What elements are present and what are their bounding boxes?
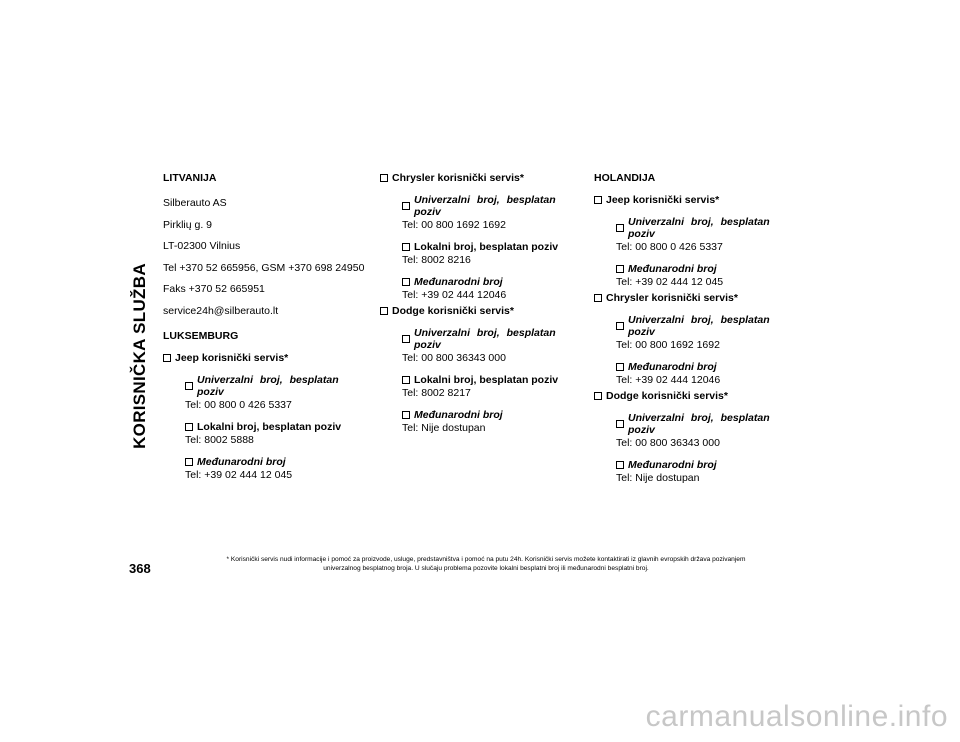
column-1: [163, 172, 368, 491]
service-group-title: Jeep korisnički servis*: [163, 352, 368, 364]
service-item-title: Lokalni broj, besplatan poziv: [402, 241, 580, 253]
service-item: [594, 263, 794, 288]
service-item-tel: Tel: 8002 8217: [402, 387, 471, 399]
service-group: [594, 292, 794, 386]
checkbox-square-icon: [185, 458, 193, 466]
checkbox-square-icon: [163, 354, 171, 362]
service-group-title: Chrysler korisnički servis*: [594, 292, 794, 304]
footnote-line: * Korisnički servis nudi informacije i pomoć za proizvode, usluge, predstavništva i pomoć na putu 24h. Korisnički servis možete kontaktirati iz glavnih evropskih država pozivanjem: [226, 556, 746, 563]
service-group: [594, 390, 794, 484]
service-item: [380, 241, 580, 266]
service-group-title: Dodge korisnički servis*: [380, 305, 580, 317]
service-item-title: Univerzalni broj, besplatan poziv: [185, 374, 368, 398]
service-item-title: Univerzalni broj, besplatan poziv: [616, 216, 794, 240]
service-group: [163, 352, 368, 481]
address-line: Pirklių g. 9: [163, 218, 213, 231]
service-item-tel: Tel: 00 800 0 426 5337: [616, 241, 723, 253]
service-item: [594, 459, 794, 484]
address-line: LT-02300 Vilnius: [163, 240, 241, 253]
service-item-tel: Tel: +39 02 444 12046: [616, 374, 721, 386]
checkbox-square-icon: [616, 363, 624, 371]
column-2: [380, 172, 580, 444]
checkbox-square-icon: [616, 461, 624, 469]
service-item-title: Lokalni broj, besplatan poziv: [402, 374, 580, 386]
checkbox-square-icon: [402, 243, 410, 251]
service-item: [594, 361, 794, 386]
service-item: [380, 409, 580, 434]
checkbox-square-icon: [402, 335, 410, 343]
service-item-title: Univerzalni broj, besplatan poziv: [616, 314, 794, 338]
footnote: [178, 556, 794, 573]
address-line: Silberauto AS: [163, 197, 227, 209]
service-item-title: Univerzalni broj, besplatan poziv: [402, 327, 580, 351]
service-group-title: Jeep korisnički servis*: [594, 194, 794, 206]
service-item: [380, 374, 580, 399]
checkbox-square-icon: [594, 196, 602, 204]
checkbox-square-icon: [616, 322, 624, 330]
fax-line: Faks +370 52 665951: [163, 283, 265, 296]
service-item-title: Međunarodni broj: [402, 409, 580, 421]
checkbox-square-icon: [594, 294, 602, 302]
service-item-title: Lokalni broj, besplatan poziv: [185, 421, 368, 433]
service-item-title: Univerzalni broj, besplatan poziv: [616, 412, 794, 436]
watermark: carmanualsonline.info: [645, 700, 948, 733]
service-group-title: Dodge korisnički servis*: [594, 390, 794, 402]
checkbox-square-icon: [185, 423, 193, 431]
service-item-tel: Tel: 8002 8216: [402, 254, 471, 266]
service-item-tel: Tel: 8002 5888: [185, 433, 254, 446]
service-item-title: Međunarodni broj: [616, 459, 794, 471]
service-item: [594, 412, 794, 449]
footnote-line: univerzalnog besplatnog broja. U slučaju problema pozovite lokalni besplatni broj ili međunarodni besplatni broj.: [323, 564, 649, 572]
service-item-tel: Tel: 00 800 0 426 5337: [185, 398, 292, 411]
service-item: [380, 276, 580, 301]
service-item: [163, 456, 368, 481]
checkbox-square-icon: [594, 392, 602, 400]
service-group: [380, 172, 580, 301]
service-item-title: Univerzalni broj, besplatan poziv: [402, 194, 580, 218]
country-heading: LITVANIJA: [163, 172, 217, 184]
checkbox-square-icon: [380, 307, 388, 315]
checkbox-square-icon: [616, 224, 624, 232]
service-item-title: Međunarodni broj: [185, 456, 368, 468]
checkbox-square-icon: [616, 265, 624, 273]
phone-line: Tel +370 52 665956, GSM +370 698 24950: [163, 261, 365, 274]
column-3: [594, 172, 794, 494]
checkbox-square-icon: [380, 174, 388, 182]
service-item-tel: Tel: +39 02 444 12 045: [185, 468, 293, 481]
checkbox-square-icon: [402, 278, 410, 286]
checkbox-square-icon: [402, 202, 410, 210]
section-title-vertical: KORISNIČKA SLUŽBA: [130, 263, 149, 449]
service-item-tel: Tel: 00 800 1692 1692: [616, 339, 720, 351]
service-group: [380, 305, 580, 434]
service-item-tel: Tel: 00 800 36343 000: [402, 352, 506, 364]
service-item-title: Međunarodni broj: [402, 276, 580, 288]
service-item: [594, 216, 794, 253]
service-group: [594, 194, 794, 288]
email-line: service24h@silberauto.lt: [163, 304, 279, 317]
country-heading: HOLANDIJA: [594, 172, 656, 184]
service-item-tel: Tel: +39 02 444 12046: [402, 289, 507, 301]
page-number: 368: [129, 561, 151, 576]
service-item: [380, 327, 580, 364]
checkbox-square-icon: [185, 382, 193, 390]
service-item: [594, 314, 794, 351]
service-item-title: Međunarodni broj: [616, 361, 794, 373]
checkbox-square-icon: [402, 376, 410, 384]
service-group-title: Chrysler korisnički servis*: [380, 172, 580, 184]
checkbox-square-icon: [616, 420, 624, 428]
service-item-tel: Tel: 00 800 1692 1692: [402, 219, 506, 231]
service-item-tel: Tel: Nije dostupan: [616, 472, 700, 484]
service-item-tel: Tel: 00 800 36343 000: [616, 437, 720, 449]
service-item-title: Međunarodni broj: [616, 263, 794, 275]
service-item: [163, 421, 368, 446]
service-item-tel: Tel: +39 02 444 12 045: [616, 276, 724, 288]
service-item: [163, 374, 368, 411]
checkbox-square-icon: [402, 411, 410, 419]
service-item: [380, 194, 580, 231]
service-item-tel: Tel: Nije dostupan: [402, 422, 486, 434]
country-heading: LUKSEMBURG: [163, 329, 239, 342]
